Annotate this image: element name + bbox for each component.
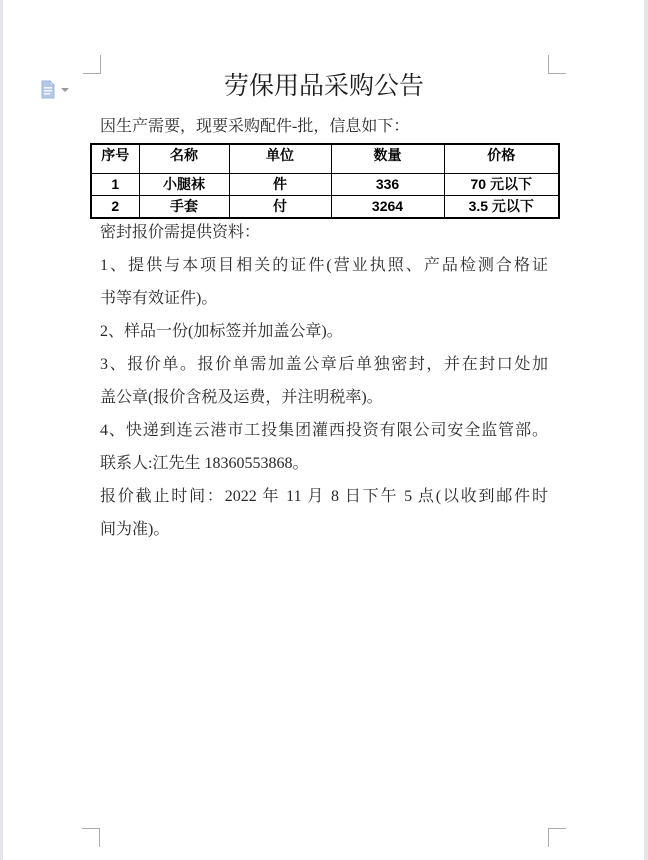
- paragraph-line: 3、报价单。报价单需加盖公章后单独密封，并在封口处加: [100, 356, 548, 373]
- paste-options-button[interactable]: [40, 78, 74, 100]
- paragraph-line: 间为准)。: [100, 521, 170, 538]
- intro-paragraph: 因生产需要，现要采购配件-批，信息如下：: [100, 118, 410, 135]
- table-cell-quantity: 3264: [331, 196, 444, 219]
- paragraph-line: 书等有效证件)。: [100, 290, 218, 307]
- table-cell-price: 3.5 元以下: [444, 196, 559, 219]
- document-title: 劳保用品采购公告: [223, 73, 424, 100]
- table-cell-name: 手套: [139, 196, 229, 219]
- table-cell-quantity: 336: [331, 174, 444, 196]
- table-row: [91, 196, 559, 219]
- paragraph-line: 报价截止时间：2022 年 11 月 8 日下午 5 点(以收到邮件时: [100, 488, 548, 505]
- column-header-seq: 序号: [91, 144, 139, 174]
- canvas-edge-right: [644, 0, 648, 860]
- paragraph-line: 密封报价需提供资料：: [100, 224, 261, 241]
- paste-options-icon: [40, 80, 56, 99]
- column-header-price: 价格: [444, 144, 559, 174]
- table-cell-unit: 付: [229, 196, 331, 219]
- table-cell-seq: 1: [91, 174, 139, 196]
- paragraph-line: 2、样品一份(加标签并加盖公章)。: [100, 323, 343, 340]
- table-header-row: [91, 144, 559, 174]
- table-cell-price: 70 元以下: [444, 174, 559, 196]
- procurement-table: [90, 143, 560, 219]
- margin-corner-mark-top-right: [548, 55, 566, 74]
- table-row: [91, 174, 559, 196]
- table-cell-unit: 件: [229, 174, 331, 196]
- column-header-quantity: 数量: [331, 144, 444, 174]
- table-cell-name: 小腿袜: [139, 174, 229, 196]
- paragraph-line: 联系人:江先生 18360553868。: [100, 455, 309, 472]
- paragraph-line: 1、提供与本项目相关的证件(营业执照、产品检测合格证: [100, 257, 548, 274]
- margin-corner-mark-bottom-left: [82, 828, 100, 847]
- document-body: [100, 216, 548, 546]
- paragraph-line: 4、快递到连云港市工投集团灌西投资有限公司安全监管部。: [100, 422, 548, 439]
- table-cell-seq: 2: [91, 196, 139, 219]
- canvas-edge-left: [0, 0, 3, 860]
- column-header-unit: 单位: [229, 144, 331, 174]
- margin-corner-mark-bottom-right: [548, 828, 566, 847]
- paragraph-line: 盖公章(报价含税及运费，并注明税率)。: [100, 389, 383, 406]
- column-header-name: 名称: [139, 144, 229, 174]
- chevron-down-icon: [61, 88, 69, 92]
- margin-corner-mark-top-left: [83, 55, 101, 74]
